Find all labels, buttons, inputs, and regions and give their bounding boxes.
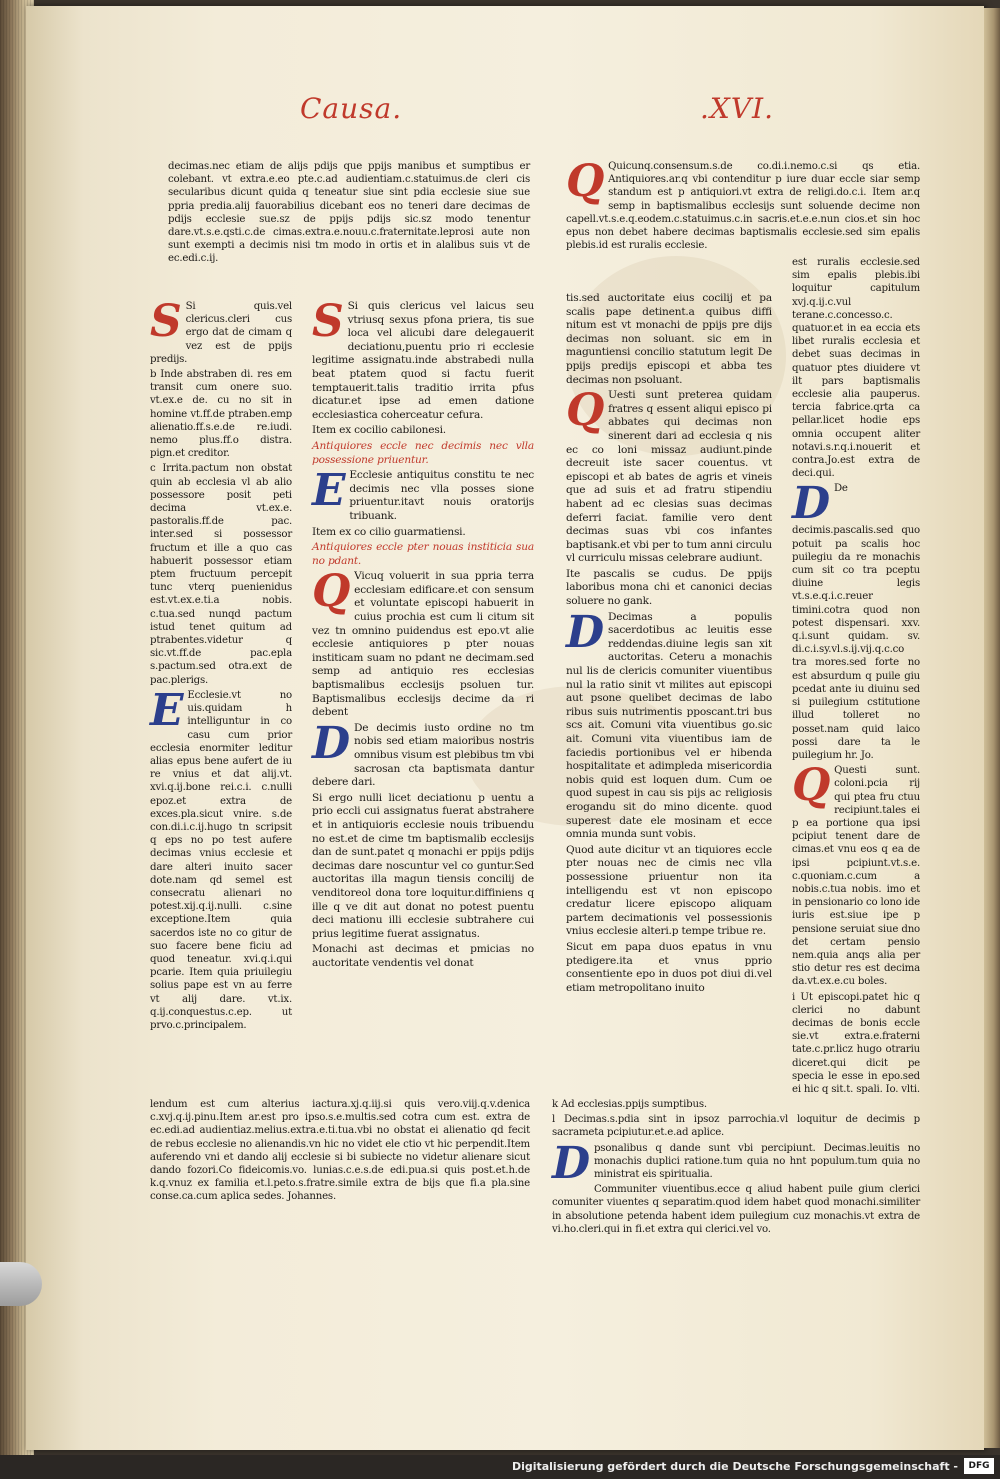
- text-paragraph: Q Uesti sunt preterea quidam fratres q essent aliqui episco pi abbates qui decimas non sinerent dari ad ecclesia q nis ec co loni missaz audiunt.pinde decreuit iste sacer couentus. vt episcopi et ab bates de agris et vineis que ad suis et ad fratru stipendiu habent ad ec clesias suas decimas deferri faciat. familie vero dent decimas suas vbi cos infantes baptisank.et vbi per to tum anni circulu vl curriculu missas celebrare audiunt.: [566, 385, 772, 565]
- gloss-paragraph: l Decimas.s.pdia sint in ipsoz parrochia.vl loquitur de decimis p sacrameta pcipiutur.et.e.ad aplice.: [552, 1114, 920, 1139]
- text-paragraph: Item ex co cilio guarmatiensi.: [312, 525, 466, 538]
- gloss-bottom-left: [150, 1098, 530, 1206]
- initial-q-red-icon: Q: [566, 385, 605, 437]
- gloss-paragraph: Dpsonalibus q dande sunt vbi percipiunt. Decimas.leuitis no monachis duplici ratione.tum quia no hnt populum.tum quia no ministrat eis spiritualia.: [552, 1137, 920, 1189]
- initial-s-red-icon: S: [150, 296, 182, 347]
- gloss-paragraph: Q Questi sunt. coloni.pcia rij qui ptea fru ctuu recipiunt.tales ei p ea portione qua ipsi pcipiut tenent dare de cimas.et vnu eos q ea de ipsi pcipiunt.vt.s.e. c.quoniam.c.cum a nobis.c.tua nobis. imo et in pensionario co lono ide iuris est.siue ipe p pensione seruiat siue dno det certam pensio nem.quia anqs alia per stio detur res est decima da.vt.ex.e.cu boles.: [792, 760, 920, 988]
- gloss-top-left: [168, 160, 530, 268]
- text-paragraph: Sicut em papa duos epatus in vnu ptedigere.ita et vnus pprio consentiente epo in duos pot diui di.vel etiam metropolitano inuito: [566, 940, 772, 994]
- rubric-heading: Antiquiores eccle nec decimis nec vlla possessione priuentur.: [312, 439, 534, 466]
- gloss-paragraph: E Ecclesie.vt no uis.quidam h intelliguntur in co casu cum prior ecclesia enormiter leditur alias epus bene aufert de iu re vnius et dat alij.vt. xvi.q.ij.bone rei.c.i. c.nulli epoz.et extra de exces.pla.sicut vnire. s.de con.di.i.c.ij.hugo tn scripsit q eps no po test aufere decimas vnius ecclesie et dare alteri inuito sacer dote.nam qd semel est consecratu alienari no potest.xij.q.ij.nulli. c.sine exceptione.Item quia sacerdos iste no co gitur de suo facere bene ficiu ad quod teneatur. xvi.q.i.qui pcarie. Item quia priuilegiu solius pape est vn au ferre vt alij dare. vt.ix. q.ij.conquestus.c.ep. ut prvo.c.principalem.: [150, 684, 292, 1031]
- text-column-center: [312, 296, 534, 973]
- text-paragraph: Monachi ast decimas et pmicias no auctoritate vendentis vel donat: [312, 943, 534, 969]
- initial-e-blue-icon: E: [150, 684, 184, 736]
- gloss-paragraph: Q Quicunq.consensum.s.de co.di.i.nemo.c.si qs etia. Antiquiores.ar.q vbi contenditur p iure duar eccle siar semp standum est p antiquiori.vt extra de religi.do.c.i. Item ar.q semp in baptismalibus ecclesijs sunt soluende decime non capell.vt.s.e.q.eodem.c.statuimus.c.in sacris.et.e.e.nun cios.et sin hoc epus non debet habere decimas baptismalis ecclesie.sed sim epalis plebis.id est ruralis ecclesie.: [566, 156, 920, 252]
- footer-credit: Digitalisierung gefördert durch die Deutsche Forschungsgemeinschaft -: [511, 1460, 958, 1473]
- gloss-paragraph: lendum est cum alterius iactura.xj.q.iij.si quis vero.viij.q.v.denica c.xvj.q.ij.pinu.Item ar.est pro ipso.s.e.multis.sed cotra cum est. extra de ec.edi.ad audientiaz.melius.extra.e.ti.tua.vbi no obstat ei alienatio qd fecit de rebus ecclesie no alienandis.vn hic no videt ele ctio vt hic perpendit.Item auferendo vni et dando alij ecclesie si bi subiecte no videtur alienare sicut dando fozori.Co fideicomis.vo. lunias.c.e.s.de edi.pua.si quis post.et.h.de k.q.vnuz ex familia et.l.peto.s.fratre.simile extra de bijs que fi.a pla.sine conse.ca.cum aplica sedes. Johannes.: [150, 1099, 530, 1203]
- gloss-bottom-right: [552, 1098, 920, 1238]
- gloss-top-right: [566, 156, 920, 254]
- text-paragraph: D De decimis iusto ordine no tm nobis sed etiam maioribus nostris omnibus visum est plebibus tm vbi sacrosan cta baptismata dantur debere dari.: [312, 717, 534, 789]
- text-paragraph: E Ecclesie antiquitus constitu te nec decimis nec vlla posses sione priuentur.itavt nouis oratorijs tribuank.: [312, 465, 534, 522]
- initial-q-red-icon: Q: [312, 566, 351, 618]
- initial-e-blue-icon: E: [312, 465, 346, 517]
- page-fore-edge: [984, 8, 1000, 1448]
- gloss-paragraph: D De decimis.pascalis.sed quo potuit pa scalis hoc puilegiu da re monachis cum sit co tra pceptu diuine legis vt.s.e.q.i.c.reuer timini.cotra quod non potest dispensari. xxv. q.i.sunt quidam. sv. di.c.i.sy.vl.s.ij.vij.q.c.co tra mores.sed forte no est absurdum q puile giu pcedat ante iu diuinu sed si puilegium cstitutione illud tolleret no posset.nam quid laico possi dare ta le puilegium hr. Jo.: [792, 478, 920, 761]
- gloss-column-right: [792, 256, 920, 1098]
- text-column-right: [566, 292, 772, 997]
- text-paragraph: tis.sed auctoritate eius cocilij et pa scalis pape detinent.a quibus diffi nitum est vt monachi de ppijs pre dijs decimas non soluant. sic em in maguntiensi concilio statutum legit De ppijs predijs episcopi et abba tes decimas non psoluant.: [566, 292, 772, 386]
- text-paragraph: Quod aute dicitur vt an tiquiores eccle pter nouas nec de cimis nec vlla possessione priuentur non ita intelligendu est vt non episcopo credatur licere episcopo aliquam partem decimationis vel possessionis vnius ecclesie alteri.p tempe tribue re.: [566, 843, 772, 938]
- gloss-paragraph: est ruralis ecclesie.sed sim epalis plebis.ibi loquitur capitulum xvj.q.ij.c.vul terane.c.concesso.c. quatuor.et in ea eccia ets libet ruralis ecclesia et debet suas decimas in quatuor ptes diuidere vt ilt pars baptismalis ecclesie alia pauperus. tercia fabrice.qrta ca pellar.licet hodie eps omnia occupent aliter notavi.s.r.q.i.nouerit et contra.Jo.est extra de deci.qui.: [792, 257, 920, 480]
- gloss-paragraph: b Inde abstraben di. res em transit cum onere suo. vt.ex.e de. cu no sit in homine vt.ff.de ptraben.emp alienatio.ff.s.e.de re.iudi. nemo plus.ff.o distra. pign.et creditor.: [150, 369, 292, 460]
- text-paragraph: Ite pascalis se cudus. De ppijs laboribus mona chi et canonici decias soluere no gank.: [566, 567, 772, 608]
- gloss-paragraph: k Ad ecclesias.ppijs sumptibus.: [552, 1099, 707, 1110]
- initial-d-blue-icon: D: [312, 717, 350, 769]
- gloss-paragraph: i Ut episcopi.patet hic q clerici no dabunt decimas de bonis eccle sie.vt extra.e.fraterni tate.c.pr.licz hugo otrariu diceret.qui dicit pe specia le esse in epo.sed ei hic q sit.t. spali. Io. vlti.: [792, 991, 920, 1095]
- initial-q-red-icon: Q: [566, 156, 605, 207]
- initial-d-blue-icon: D: [792, 478, 830, 530]
- text-paragraph: D Decimas a populis sacerdotibus ac leuitis esse reddendas.diuine legis san xit auctoritas. Ceteru a monachis nul lis de clericis comuniter viuentibus nul la ratio sinit vt milites aut episcopi aut psone quelibet decimas de labo ribus suis nutrimentis pposcant.tri bus scs ait. Comuni vita viuentibus go.sic ait. Comuni vita viuentibus iam de faciedis portionibus vel er hibenda hospitalitate et adimpleda misericordia nobis quid est loquen dum. Cum oe quod supest in cau sis pijs ac religiosis erogandu sit do mino dicente. quod superest date ele mosinam et ecce omnia munda sunt vobis.: [566, 606, 772, 841]
- gloss-paragraph: c Irrita.pactum non obstat quin ab ecclesia vl ab alio possessore posit peti decima vt.ex.e. pastoralis.ff.de pac. inter.sed si possessor fructum et ille a quo cas habuerit possessor etiam ptem fructuum percepit tunc vterq puenienidus est.vt.ex.e.ti.a nobis. c.tua.sed nunqd pactum istud tenet quitum ad ptrabentes.videtur q sic.vt.ff.de pac.epla s.pactum.sed otra.ext de pac.plerigs.: [150, 463, 292, 686]
- gloss-paragraph: Communiter viuentibus.ecce q aliud habent puile gium clerici comuniter viuentes q separatim.quod idem habet quod monachi.similiter in absolutione petenda habent idem puilegium cuz monachis.vt extra de vi.ho.cleri.qui in fi.et extra qui clerici.vel vo.: [552, 1184, 920, 1235]
- initial-q-red-icon: Q: [792, 760, 831, 812]
- initial-s-red-icon: S: [312, 296, 344, 347]
- initial-d-blue-icon: D: [552, 1137, 590, 1189]
- text-paragraph: S Si quis clericus vel laicus seu vtriusq sexus pfona priera, tis sue loca vel alicubi dare delegauerit deciationu,puentu prio ri ecclesie legitime assignatu.inde abstrabedi nulla beat ptatem quod si factu fuerit temptauerit.talis traditio irrita pfus dicatur.et ipse ad emen datione ecclesiastica coherceatur cefura.: [312, 296, 534, 421]
- dfg-logo-icon: DFG: [964, 1458, 994, 1474]
- text-paragraph: Item ex cocilio cabilonesi.: [312, 424, 446, 437]
- running-head-left: Causa.: [300, 92, 403, 125]
- text-paragraph: Q Vicuq voluerit in sua ppria terra ecclesiam edificare.et con sensum et voluntate episcopi habuerit in cuius prochia est cum li citum sit vez tn omnino puidendus est epo.vt alie ecclesie antiquiores p pter nouas institicam suam no pdant ne decimam.sed semp ad antiquio res ecclesias baptismalibus ecclesijs psoluen tur. Baptismalibus ecclesijs decime da ri debent: [312, 566, 534, 719]
- gloss-paragraph: decimas.nec etiam de alijs pdijs que ppijs manibus et sumptibus er colebant. vt extra.e.eo pte.c.ad audientiam.c.statuimus.de cleri cis secularibus dicunt quida q teneatur siue sint pdia ecclesie siue sue ppria predia.alij fauorabilius dicebant eos no teneri dare decimas de pdijs ecclesie sue.sz de ppijs pdijs sic.sz modo tenentur dare.vt.s.e.qsti.c.de cimas.extra.e.nouu.c.fraternitate.leprosi aute non sunt exempti a decimis nisi tm modo in ortis et in alalibus suis vt de ec.edi.c.ij.: [168, 161, 530, 265]
- initial-d-blue-icon: D: [566, 606, 604, 658]
- page-clip: [0, 1262, 42, 1306]
- text-paragraph: Si ergo nulli licet deciationu p uentu a prio eccli cui assignatus fuerat abstrahere et in antiquioris ecclesie nouis tribuendu no est.et de cime tm baptismalib ecclesijs dan de sunt.patet q monachi er ppijs pdijs decimas dare noscuntur vel co guntur.Sed auctoritas illa magun tiensis concilij de venditoreol dona tore loquitur.diffiniens q ille q ve dit aut donat no potest puentu deci mationu illi ecclesie subtrahere cui prius legitime fuerat assignatus.: [312, 791, 534, 940]
- gloss-paragraph: S Si quis.vel clericus.cleri cus ergo dat de cimam q vez est de ppijs predijs.: [150, 296, 292, 365]
- gloss-column-left: [150, 296, 292, 1034]
- rubric-heading: Antiquiores eccle pter nouas institicia sua no pdant.: [312, 541, 534, 567]
- running-head-right: .XVI.: [700, 92, 775, 125]
